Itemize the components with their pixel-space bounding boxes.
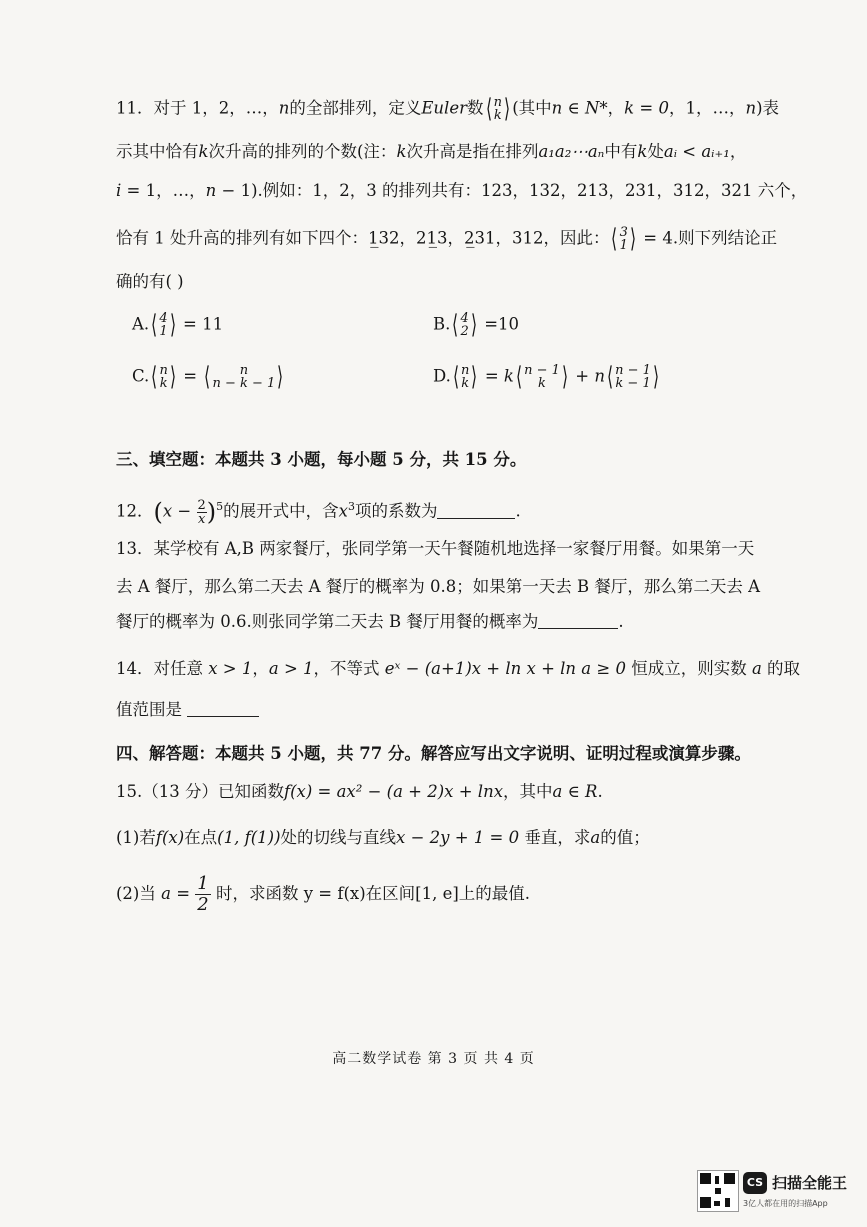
q15-part-2 <box>116 874 530 915</box>
text: )表 <box>756 98 780 118</box>
math: Euler <box>421 98 467 118</box>
page-footer: 高二数学试卷 第 3 页 共 4 页 <box>332 1051 535 1067</box>
math: x > 1 <box>208 659 253 678</box>
text: 值范围是 <box>116 700 188 719</box>
text: 的全部排列，定义 <box>289 98 422 118</box>
q12 <box>116 496 521 526</box>
text: 次升高的排列的个数(注： <box>208 142 397 161</box>
text: = <box>177 366 203 386</box>
text: 示其中恰有 <box>116 142 199 161</box>
q15-stem <box>116 781 603 803</box>
euler-number: ⟨ n k ⟩ <box>485 94 511 124</box>
math: k <box>396 142 407 161</box>
text: − 1).例如：1，2，3 的排列共有：123，132，213，231，312，321 六个， <box>216 181 808 200</box>
text: 恰有 1 处升高的排列有如下四个：1̲32，21̲3，2̲31，312，因此： <box>116 228 610 248</box>
scanner-logo: CS <box>743 1172 767 1194</box>
text: . <box>597 782 603 801</box>
math: (1, f(1)) <box>217 828 281 847</box>
q11-line-4 <box>116 226 777 252</box>
euler-number: ⟨ 3 1 ⟩ <box>611 224 637 254</box>
text: = <box>479 366 504 386</box>
text: 时，求函数 y = f(x)在区间[1, e]上的最值. <box>210 884 531 903</box>
text: ，其中 <box>503 782 553 801</box>
text: ， <box>729 142 747 161</box>
text: 垂直，求 <box>519 828 591 847</box>
text: = 4.则下列结论正 <box>638 228 778 248</box>
paren: ) <box>206 498 217 526</box>
text: =10 <box>478 314 520 334</box>
q14-line-2 <box>116 699 259 721</box>
math: f(x) <box>155 828 185 847</box>
scanner-brand: 扫描全能王 <box>772 1174 848 1192</box>
math: − <box>172 501 197 521</box>
text: = 11 <box>177 314 224 334</box>
math: i <box>116 181 122 200</box>
q11-line-1 <box>116 96 779 122</box>
text: 处的切线与直线 <box>280 828 397 847</box>
euler-number: ⟨ 4 2 ⟩ <box>452 310 477 340</box>
text: 的取 <box>761 659 801 678</box>
euler-number: ⟨ 4 1 ⟩ <box>151 310 176 340</box>
exponent: 3 <box>347 500 355 513</box>
q13-line-1: 13．某学校有 A,B 两家餐厅，张同学第一天午餐随机地选择一家餐厅用餐。如果第一天 <box>116 539 755 558</box>
paren: ( <box>153 498 163 526</box>
euler-number: ⟨ n − 1 k ⟩ <box>515 362 568 392</box>
math: k <box>503 366 514 386</box>
text: 在点 <box>184 828 218 847</box>
text: 餐厅的概率为 0.6.则张同学第二天去 B 餐厅用餐的概率为 <box>116 612 539 631</box>
math: n <box>205 181 217 200</box>
q15-part-1 <box>116 827 650 849</box>
text: 数 <box>467 98 484 118</box>
text: (1)若 <box>116 828 156 847</box>
math: eˣ − (a+1)x + ln x + ln a ≥ 0 <box>384 659 626 678</box>
text: 确的有( ) <box>116 272 184 291</box>
math: n <box>278 98 290 118</box>
text: = 1，…， <box>121 181 206 200</box>
text: 11．对于 1，2，…， <box>116 98 279 118</box>
answer-blank[interactable] <box>187 700 259 717</box>
q13-line-3 <box>116 611 624 633</box>
math: k <box>198 142 209 161</box>
text: 处 <box>647 142 664 161</box>
answer-blank[interactable] <box>538 612 618 629</box>
exponent: 5 <box>216 500 224 513</box>
section-heading-solve: 四、解答题：本题共 5 小题，共 77 分。解答应写出文字说明、证明过程或演算步骤。 <box>116 744 751 763</box>
text: . <box>618 612 624 631</box>
text: ， <box>607 98 625 118</box>
q13-line-2: 去 A 餐厅，那么第二天去 A 餐厅的概率为 0.8；如果第一天去 B 餐厅，那么第二天去 A <box>116 577 761 596</box>
math: a <box>590 828 601 847</box>
option-a <box>132 312 223 338</box>
euler-number: ⟨ n k ⟩ <box>151 362 176 392</box>
math: n <box>594 366 605 386</box>
q11-line-3 <box>116 180 807 202</box>
option-label: A. <box>132 314 150 334</box>
math: a ∈ R <box>552 782 598 801</box>
text: 的值； <box>600 828 650 847</box>
math: a > 1 <box>268 659 314 678</box>
text: 14．对任意 <box>116 659 209 678</box>
math: x − 2y + 1 = 0 <box>396 828 520 847</box>
answer-blank[interactable] <box>437 502 515 519</box>
option-b <box>433 312 519 338</box>
math: k = 0 <box>624 98 669 118</box>
q11-line-2 <box>116 141 746 163</box>
text: ， <box>252 659 269 678</box>
euler-number: ⟨ n n − k − 1 ⟩ <box>204 362 284 392</box>
math: x <box>338 501 348 521</box>
q14-line-1 <box>116 658 800 680</box>
text: (2)当 <box>116 884 162 903</box>
section-heading-fill-in: 三、填空题：本题共 3 小题，每小题 5 分，共 15 分。 <box>116 450 527 469</box>
text: ，不等式 <box>313 659 385 678</box>
math: n <box>745 98 757 118</box>
math: a <box>751 659 762 678</box>
text: . <box>515 501 521 521</box>
option-c <box>132 364 285 390</box>
euler-number: ⟨ n k ⟩ <box>452 362 478 392</box>
text: (其中 <box>512 98 552 118</box>
text: 次升高是指在排列 <box>406 142 539 161</box>
text: 的展开式中，含 <box>223 501 339 521</box>
math: a₁a₂⋯aₙ <box>538 142 605 161</box>
math: n ∈ N* <box>551 98 608 118</box>
question-number: 12． <box>116 501 154 521</box>
option-label: B. <box>433 314 451 334</box>
text: ，1，…， <box>668 98 746 118</box>
text: 恒成立，则实数 <box>625 659 752 678</box>
fraction: $\frac{1}{2}$ <box>197 873 209 915</box>
option-d <box>433 364 661 390</box>
math: x <box>162 501 173 521</box>
option-label: D. <box>433 366 451 386</box>
math: k <box>637 142 648 161</box>
math: aᵢ < aᵢ₊₁ <box>663 142 730 161</box>
fraction: $\frac{2}{x}$ <box>197 497 206 527</box>
q11-line-5 <box>116 271 184 293</box>
text: 中有 <box>604 142 638 161</box>
scanner-tagline: 3亿人都在用的扫描App <box>743 1199 828 1208</box>
qr-code-icon <box>697 1170 739 1212</box>
math: a = <box>161 884 196 903</box>
option-label: C. <box>132 366 150 386</box>
text: + <box>570 366 595 386</box>
euler-number: ⟨ n − 1 k − 1 ⟩ <box>607 362 660 392</box>
text: 15.（13 分）已知函数 <box>116 782 284 801</box>
math: f(x) = ax² − (a + 2)x + lnx <box>283 782 504 801</box>
text: 项的系数为 <box>354 501 438 521</box>
